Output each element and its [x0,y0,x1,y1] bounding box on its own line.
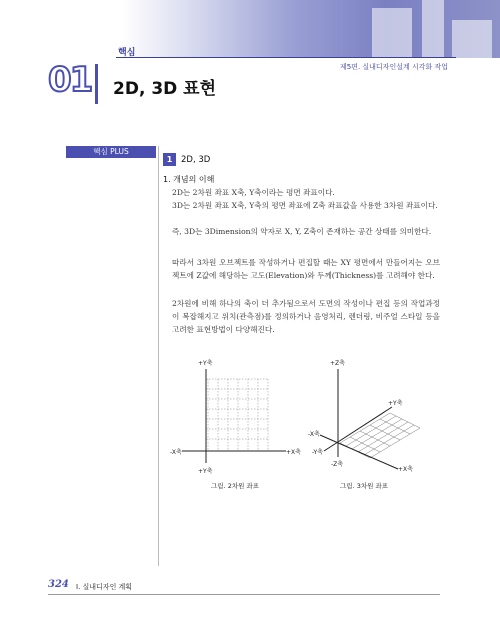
figure-2d-coordinates [168,355,308,485]
grid-3d [340,413,420,458]
label-3d-z-neg: -Z축 [331,461,344,468]
paragraph-3: 즉, 3D는 3Dimension의 약자로 X, Y, Z축이 존재하는 공간 상태를 의미한다. [172,227,432,236]
page-number: 324 [48,579,69,590]
label-2d-y-top: +Y축 [198,360,213,367]
label-2d-x-pos: +X축 [286,449,301,456]
plus-label: 핵심 PLUS [66,146,156,158]
section-number: 1 [163,153,176,166]
section-label: 핵심 [118,48,136,58]
label-3d-y-pos: +Y축 [388,400,403,407]
chapter-tag: 제5편. 실내디자인설계 시각화 작업 [339,63,448,71]
grid-2d [206,379,268,451]
footer-rule [48,594,440,595]
page-title: 2D, 3D 표현 [113,79,217,99]
header-rule [116,57,456,58]
paragraph-4: 따라서 3차원 오브젝트를 작성하거나 편집할 때는 XY 평면에서 만들어지는 오브젝트에 Z값에 해당하는 고도(Elevation)와 두께(Thickness)를 고려해야 한다. [172,258,440,281]
figure-3d-coordinates [300,355,430,485]
paragraph-5: 2차원에 비해 하나의 축이 더 추가됨으로서 도면의 작성이나 편집 등의 작업과정이 복잡해지고 위치(관측점)를 정의하거나 음영처리, 렌더링, 비주얼 스타일 등을 고려한 표현방법이 다양해진다. [172,299,440,335]
number-divider [95,64,98,104]
chapter-number: 01 [48,60,92,100]
header-photo [122,0,500,58]
section-title: 2D, 3D [181,154,211,165]
subsection-title: 1. 개념의 이해 [163,175,215,184]
paragraph-1: 2D는 2차원 좌표 X축, Y축이라는 평면 좌표이다. [172,188,335,197]
label-3d-z-pos: +Z축 [330,360,345,367]
caption-3d: 그림. 3차원 좌표 [340,482,389,490]
label-2d-x-neg: -X축 [170,449,182,456]
label-2d-y-bottom: +Y축 [198,468,213,475]
column-divider [158,146,159,566]
paragraph-2: 3D는 2차원 좌표 X축, Y축의 평면 좌표에 Z축 좌표값을 사용한 3차원 좌표이다. [172,201,438,210]
label-3d-x-pos: +X축 [398,466,413,473]
footer-chapter: Ⅰ. 실내디자인 계획 [76,583,133,591]
label-3d-y-neg: -Y축 [312,449,323,456]
caption-2d: 그림. 2차원 좌표 [211,482,260,490]
section-heading [163,153,210,166]
label-3d-x-neg: -X축 [308,431,320,438]
